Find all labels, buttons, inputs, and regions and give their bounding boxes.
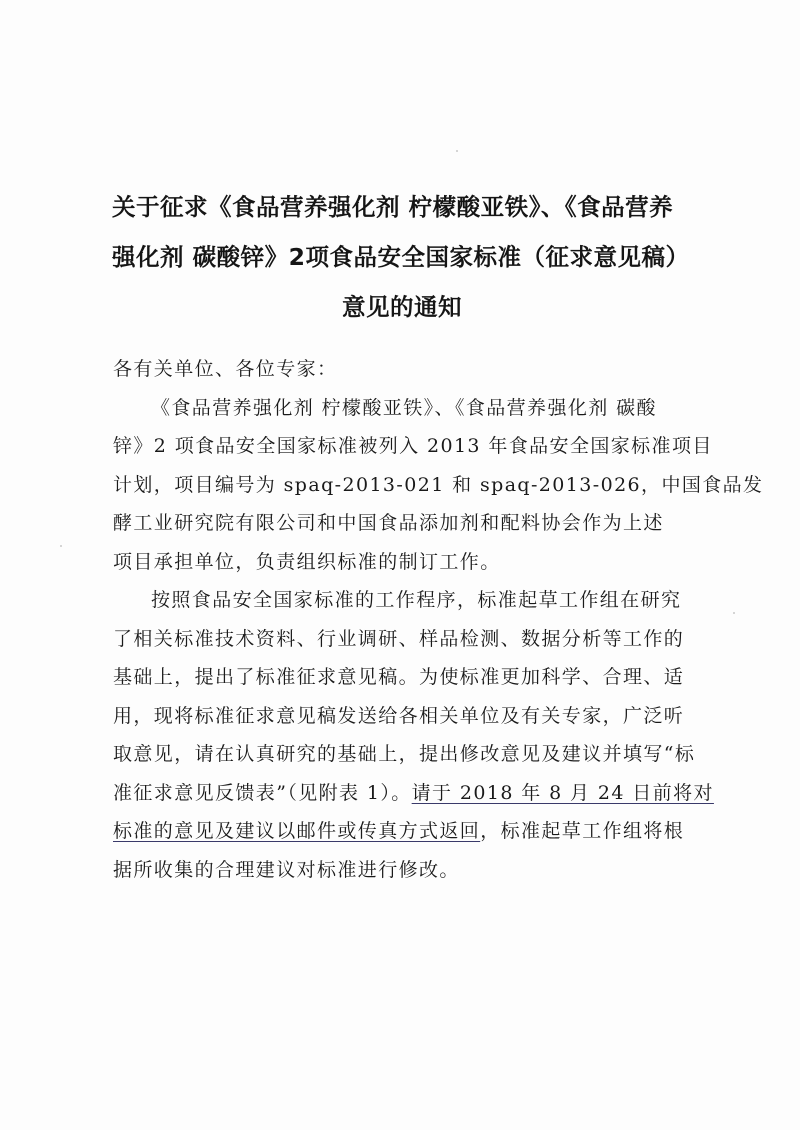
paragraph-2-line-1: 按照食品安全国家标准的工作程序，标准起草工作组在研究: [151, 589, 682, 611]
paragraph-2-line-5: 取意见，请在认真研究的基础上，提出修改意见及建议并填写“标: [113, 743, 696, 765]
scan-speck: [60, 545, 62, 547]
paragraph-1-line-5: 项目承担单位，负责组织标准的制订工作。: [113, 550, 501, 573]
paragraph-2-line-6: [113, 774, 714, 813]
document-body: [113, 350, 764, 889]
document-title: [112, 182, 692, 332]
scan-speck: [456, 150, 458, 152]
deadline-underlined-text-2: 标准的意见及建议以邮件或传真方式返回: [113, 820, 481, 842]
scan-speck: [733, 612, 735, 614]
paragraph-1-line-3: 计划，项目编号为 spaq-2013-021 和 spaq-2013-026，中国食品发: [113, 473, 764, 496]
salutation: 各有关单位、各位专家：: [113, 358, 338, 380]
paragraph-1-line-1: 《食品营养强化剂 柠檬酸亚铁》、《食品营养强化剂 碳酸: [151, 396, 657, 419]
title-line-3: 意见的通知: [342, 293, 462, 321]
title-line-1: 关于征求《食品营养强化剂 柠檬酸亚铁》、《食品营养: [112, 193, 674, 221]
paragraph-2-line-4: 用，现将标准征求意见稿发送给各相关单位及有关专家，广泛听: [113, 704, 685, 727]
paragraph-2-line-3: 基础上，提出了标准征求意见稿。为使标准更加科学、合理、适: [113, 666, 685, 688]
paragraph-2-line-2: 了相关标准技术资料、行业调研、样品检测、数据分析等工作的: [113, 627, 685, 650]
paragraph-2-line-8: 据所收集的合理建议对标准进行修改。: [113, 858, 460, 881]
paragraph-2-line-6-plain: 准征求意见反馈表”（见附表 1）。: [113, 781, 412, 804]
title-line-2: 强化剂 碳酸锌》2项食品安全国家标准（征求意见稿）: [112, 243, 690, 271]
deadline-underlined-text-1: 请于 2018 年 8 月 24 日前将对: [411, 781, 714, 804]
paragraph-2-line-7-plain: ，标准起草工作组将根: [480, 820, 685, 842]
paragraph-1-line-4: 酵工业研究院有限公司和中国食品添加剂和配料协会作为上述: [113, 512, 664, 534]
paragraph-1-line-2: 锌》2 项食品安全国家标准被列入 2013 年食品安全国家标准项目: [113, 435, 713, 457]
paragraph-2-line-7: [113, 812, 688, 851]
